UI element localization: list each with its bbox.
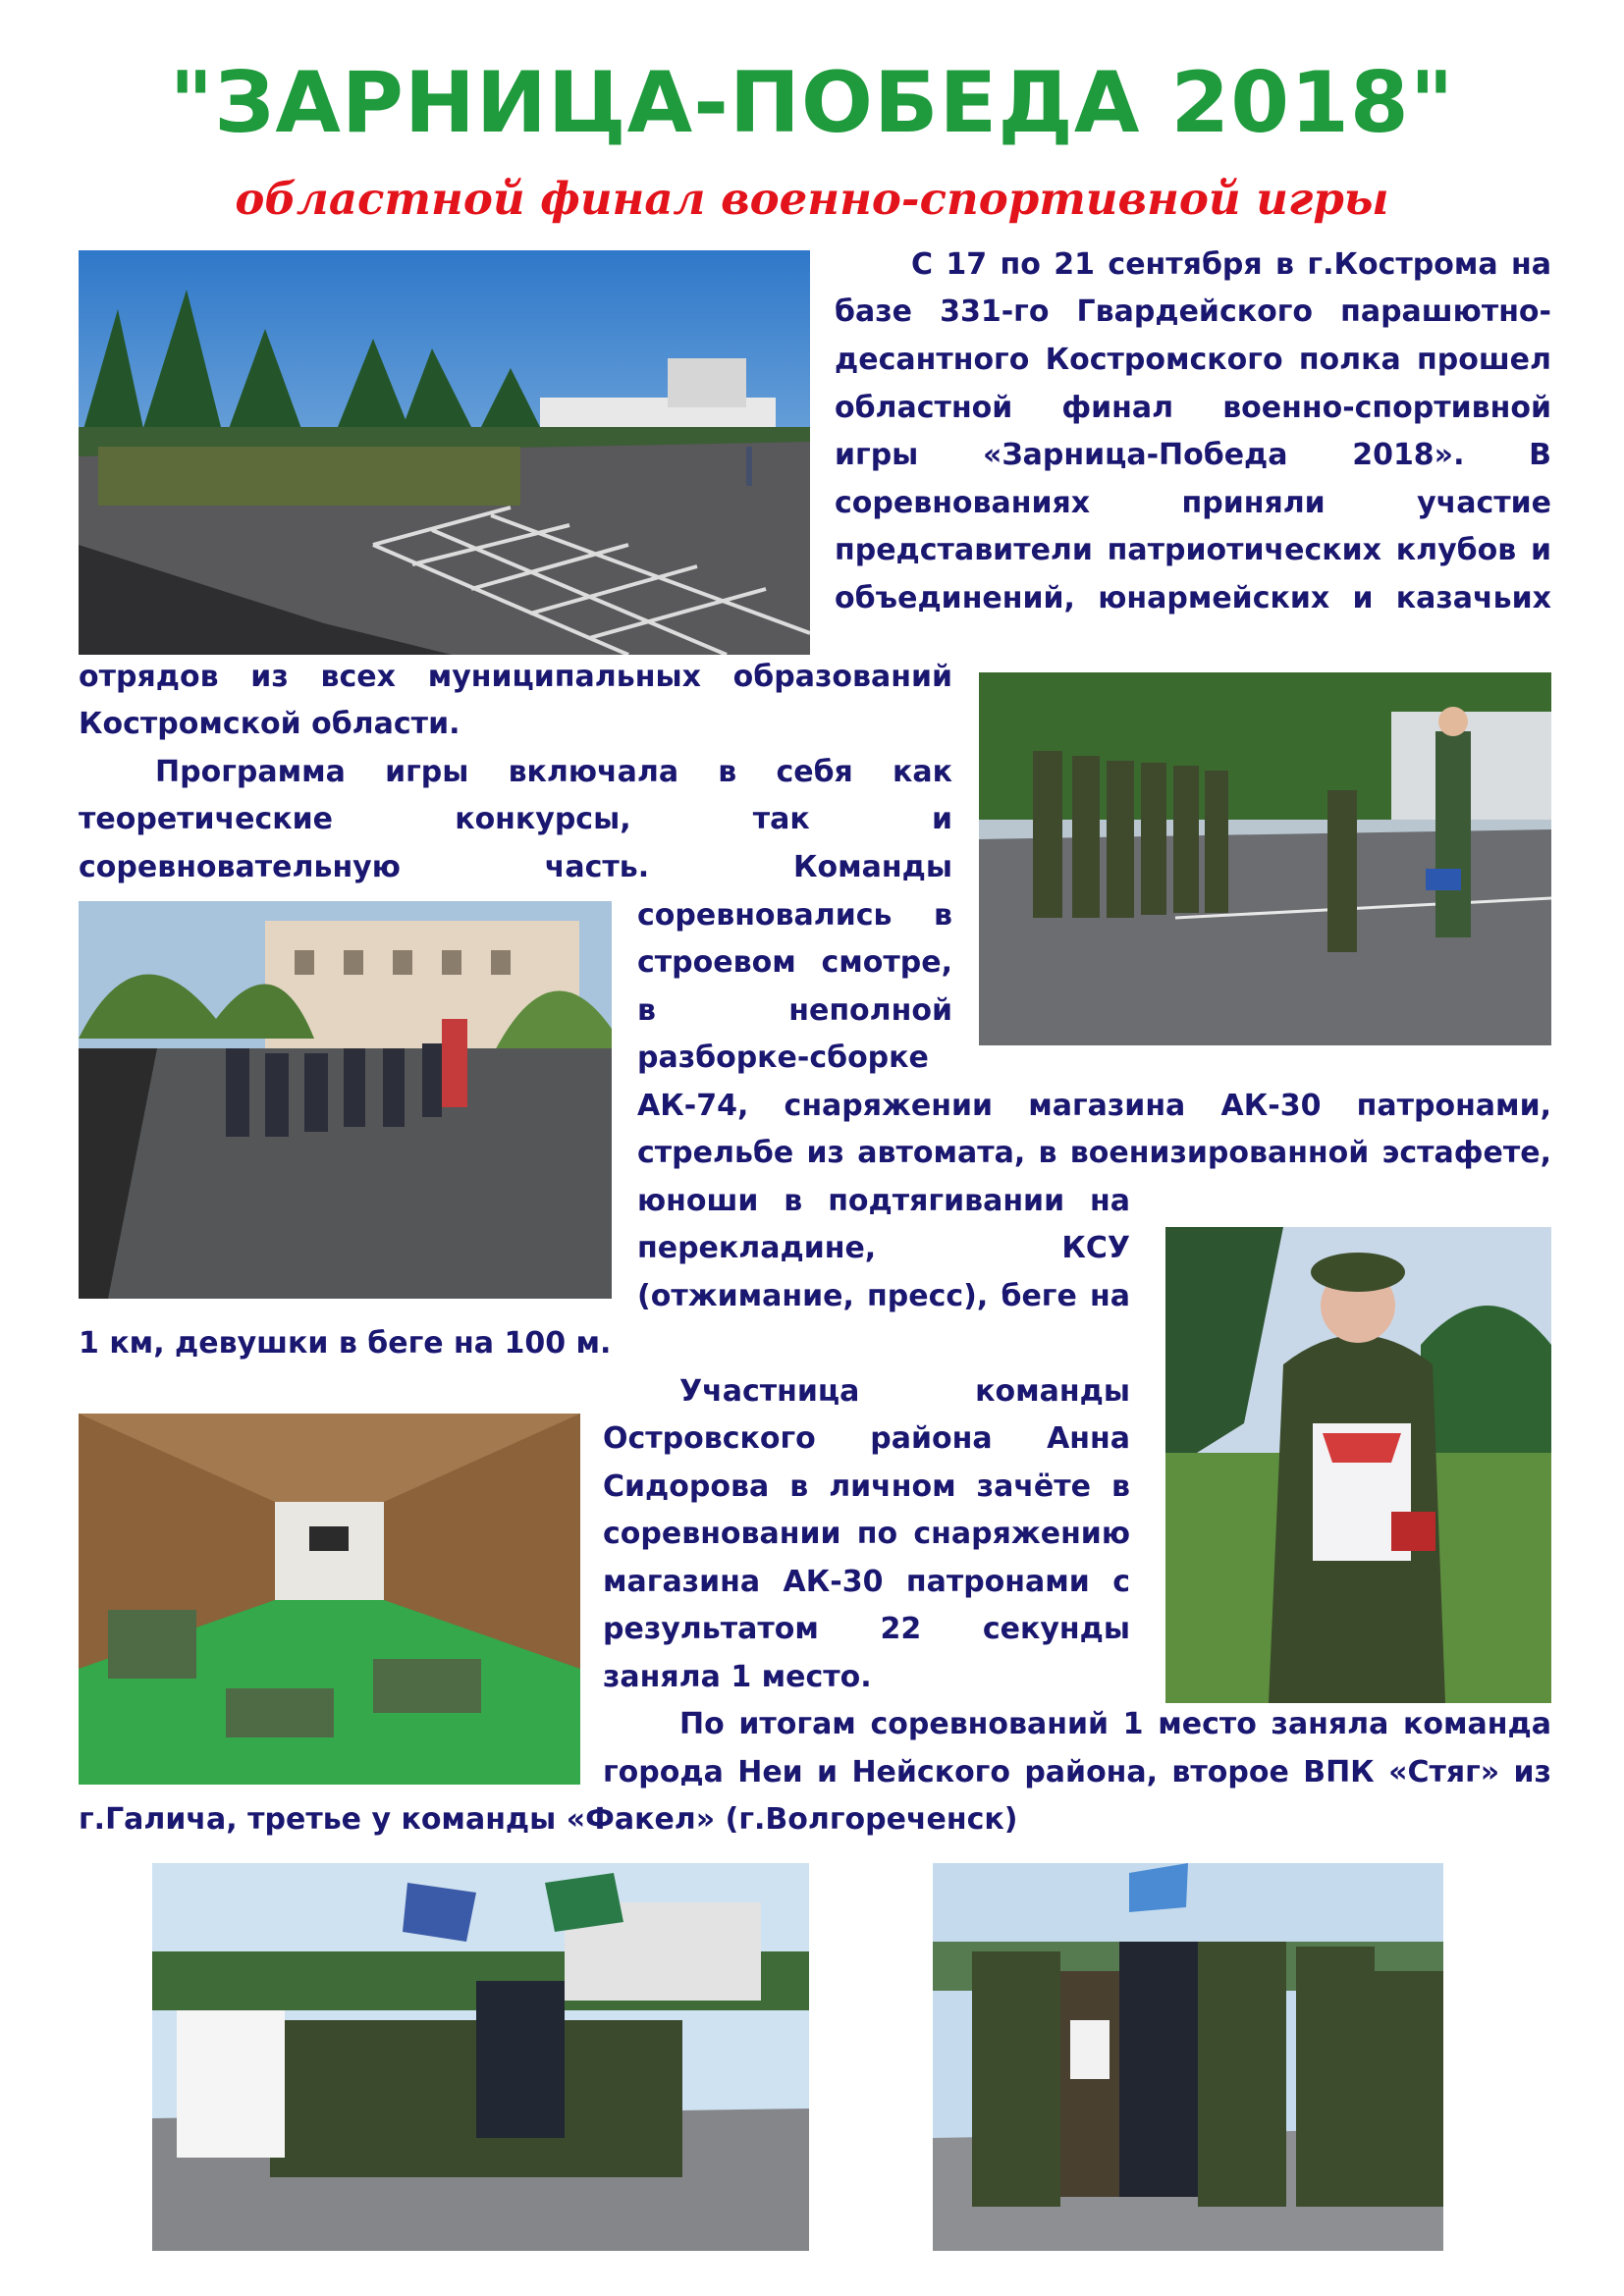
article-line: строевом смотре,	[637, 945, 952, 980]
article-line: перекладине, КСУ	[637, 1231, 1130, 1265]
photo-team-group	[933, 1863, 1443, 2251]
photo-parade-ground	[79, 250, 810, 655]
photo-drill-inspection	[979, 672, 1551, 1045]
article-line: Сидорова в личном зачёте в	[603, 1469, 1130, 1504]
photo-shooting-range	[79, 1414, 580, 1785]
article-line: объединений, юнармейских и казачьих	[835, 581, 1551, 615]
article-line: соревновательную часть. Команды	[79, 850, 952, 884]
article-line: АК-74, снаряжении магазина АК-30 патронами,	[637, 1089, 1551, 1123]
article-line: Участница команды	[679, 1374, 1130, 1409]
article-line: стрельбе из автомата, в военизированной эстафете,	[637, 1136, 1551, 1170]
article-line: отрядов из всех муниципальных образований	[79, 660, 952, 694]
article-line: базе 331-го Гвардейского парашютно-	[835, 294, 1551, 329]
article-line: областной финал военно-спортивной	[835, 391, 1551, 425]
article-line: 1 км, девушки в беге на 100 м.	[79, 1326, 612, 1361]
article-line: юноши в подтягивании на	[637, 1184, 1130, 1218]
article-line: в неполной	[637, 993, 952, 1028]
article-line: разборке-сборке	[637, 1041, 929, 1075]
article-line: игры «Зарница-Победа 2018». В	[835, 438, 1551, 472]
article-line: Программа игры включала в себя как	[155, 755, 952, 789]
article-line: представители патриотических клубов и	[835, 533, 1551, 567]
photo-relay-race	[79, 901, 612, 1299]
article-line: заняла 1 место.	[603, 1660, 872, 1694]
article-line: С 17 по 21 сентября в г.Кострома на	[911, 247, 1551, 282]
article-line: соревновались в	[637, 898, 952, 933]
article-line: результатом 22 секунды	[603, 1612, 1130, 1646]
article-line: г.Галича, третье у команды «Факел» (г.Волгореченск)	[79, 1802, 1018, 1837]
photo-team-with-flags	[152, 1863, 809, 2251]
article-line: (отжимание, пресс), беге на	[637, 1279, 1130, 1313]
article-line: магазина АК-30 патронами с	[603, 1565, 1130, 1599]
article-line: По итогам соревнований 1 место заняла команда	[679, 1707, 1551, 1741]
page-title: "ЗАРНИЦА-ПОБЕДА 2018"	[169, 54, 1455, 152]
photo-award-winner	[1165, 1227, 1551, 1703]
article-line: города Неи и Нейского района, второе ВПК «Стяг» из	[603, 1755, 1551, 1789]
article-line: соревновании по снаряжению	[603, 1517, 1130, 1551]
article-line: Островского района Анна	[603, 1421, 1130, 1456]
page-subtitle: областной финал военно-спортивной игры	[235, 173, 1389, 225]
article-line: Костромской области.	[79, 707, 460, 741]
article-line: десантного Костромского полка прошел	[835, 343, 1551, 377]
article-line: теоретические конкурсы, так и	[79, 802, 952, 836]
article-line: соревнованиях приняли участие	[835, 486, 1551, 520]
